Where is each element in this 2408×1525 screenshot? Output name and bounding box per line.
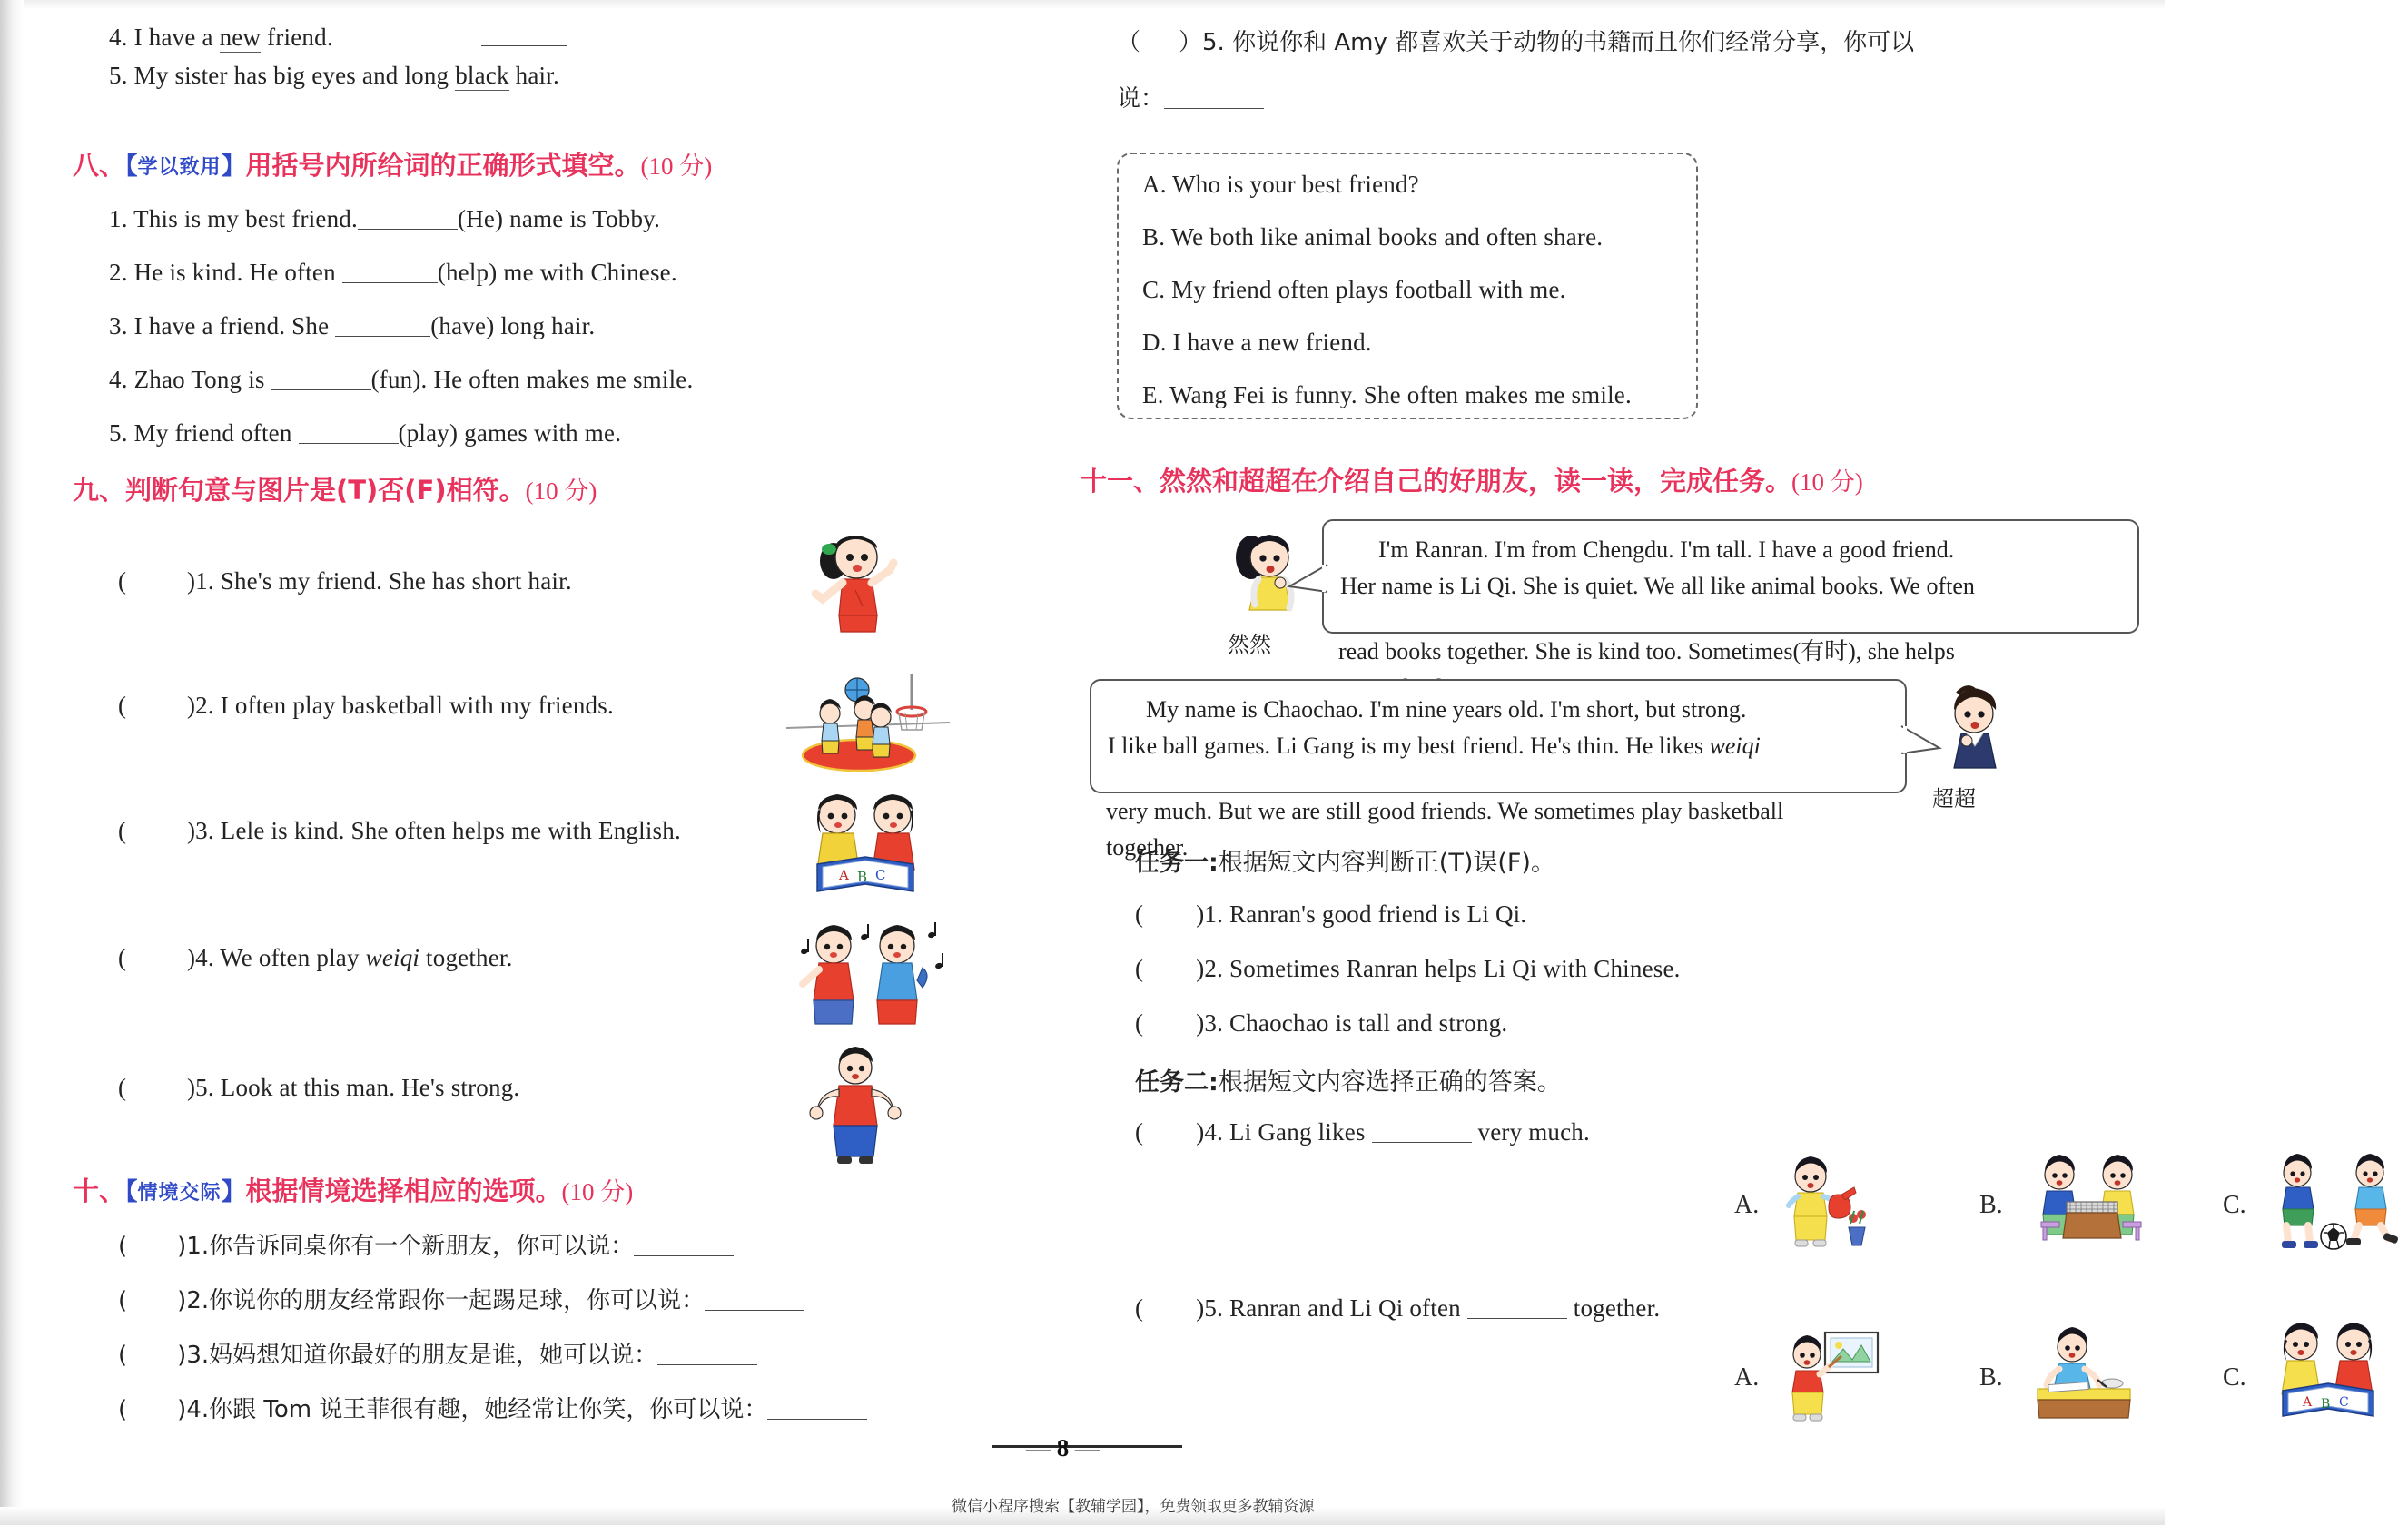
section-10-heading bbox=[73, 1171, 633, 1208]
bracket-open[interactable]: ( bbox=[1135, 1118, 1144, 1146]
task-label: 任务二: bbox=[1135, 1068, 1219, 1097]
illustration-kids-basketball bbox=[786, 657, 950, 780]
bracket-close: ) bbox=[186, 944, 196, 971]
section-title: 然然和超超在介绍自己的好朋友，读一读，完成任务。 bbox=[1160, 466, 1792, 497]
option-d[interactable] bbox=[1142, 329, 1372, 357]
answer-blank[interactable] bbox=[1467, 1318, 1567, 1319]
option-text: I have a new friend. bbox=[1172, 329, 1372, 356]
item-text-post: (have) long hair. bbox=[430, 312, 596, 339]
dash-left: — bbox=[1026, 1434, 1051, 1461]
section8-item-5 bbox=[109, 419, 621, 448]
item-text-pre: I have a friend. She bbox=[133, 312, 336, 339]
bracket-close: ) bbox=[177, 1233, 187, 1260]
speaker-name-ranran: 然然 bbox=[1228, 632, 1271, 657]
answer-blank[interactable] bbox=[657, 1364, 757, 1365]
item-text: Look at this man. He's strong. bbox=[220, 1074, 520, 1101]
left-column bbox=[0, 0, 1071, 1525]
section9-item-2 bbox=[118, 692, 614, 720]
item-number: 1. bbox=[186, 1233, 210, 1260]
task2-item-5 bbox=[1135, 1294, 1660, 1323]
item-text-post: (play) games with me. bbox=[398, 419, 622, 447]
section-points: (10 分) bbox=[561, 1178, 634, 1205]
item-text-pre: My sister has big eyes and long bbox=[133, 62, 456, 89]
illustration-two-girls-reading-abc-book bbox=[790, 786, 944, 909]
choice-label-c-q5[interactable]: C. bbox=[2223, 1363, 2246, 1392]
task-title: 根据短文内容判断正(T)误(F)。 bbox=[1218, 849, 1555, 877]
illustration-two-boys-playing-football bbox=[2257, 1151, 2408, 1257]
speaker-name-chaochao: 超超 bbox=[1932, 786, 1976, 812]
section-title: 判断句意与图片是(T)否(F)相符。 bbox=[125, 475, 526, 506]
item-text-pre: He is kind. He often bbox=[133, 259, 342, 286]
section-11-heading bbox=[1081, 461, 1863, 498]
section-index: 十、 bbox=[73, 1176, 126, 1206]
item-number: 3. bbox=[109, 312, 128, 339]
section-points: (10 分) bbox=[1791, 468, 1863, 496]
item-number: 1. bbox=[1204, 900, 1224, 928]
italic-word: weiqi bbox=[365, 944, 420, 971]
section10-item-5-line1 bbox=[1117, 24, 1914, 57]
bracket-close: ) bbox=[1196, 1118, 1205, 1146]
section10-item-3 bbox=[118, 1336, 757, 1370]
item-number: 2. bbox=[186, 1287, 210, 1314]
section10-item-1 bbox=[118, 1227, 734, 1261]
item-text-pre: Ranran and Li Qi often bbox=[1229, 1294, 1467, 1322]
section-index: 十一、 bbox=[1081, 466, 1160, 497]
choice-label-b-q4[interactable]: B. bbox=[1979, 1191, 2003, 1219]
svg-text:B: B bbox=[2321, 1397, 2331, 1412]
svg-text:A: A bbox=[839, 867, 849, 883]
item-number: 1. bbox=[109, 205, 128, 232]
choice-label-a-q4[interactable]: A. bbox=[1734, 1191, 1760, 1219]
option-label: B. bbox=[1142, 223, 1166, 251]
section-index: 九、 bbox=[73, 475, 126, 506]
choice-label-b-q5[interactable]: B. bbox=[1979, 1363, 2003, 1392]
section-9-heading bbox=[73, 470, 597, 507]
bracket-open[interactable]: ( bbox=[118, 1342, 128, 1369]
item-text: Ranran's good friend is Li Qi. bbox=[1229, 900, 1527, 928]
task1-item-3 bbox=[1135, 1009, 1507, 1038]
bracket-close: ) bbox=[1196, 955, 1205, 982]
bracket-close: ) bbox=[186, 1074, 196, 1101]
bracket-open: 【 bbox=[125, 152, 138, 181]
item-number: 2. bbox=[195, 692, 214, 719]
item-text: 妈妈想知道你最好的朋友是谁，她可以说： bbox=[209, 1342, 658, 1369]
option-text: My friend often plays football with me. bbox=[1171, 276, 1566, 303]
item-number: 3. bbox=[186, 1342, 210, 1369]
bracket-close: ) bbox=[177, 1396, 187, 1423]
bubble-line: together. bbox=[1106, 834, 1189, 861]
item-number: 4. bbox=[1204, 1118, 1224, 1146]
task-title: 根据短文内容选择正确的答案。 bbox=[1218, 1068, 1562, 1097]
option-a[interactable] bbox=[1142, 171, 1419, 199]
item-text-post: (fun). He often makes me smile. bbox=[370, 366, 694, 393]
option-b[interactable] bbox=[1142, 223, 1603, 251]
task2-item-4 bbox=[1135, 1118, 1590, 1146]
svg-text:C: C bbox=[875, 867, 886, 883]
illustration-girl-talking bbox=[799, 525, 917, 647]
item-number: 3. bbox=[195, 817, 214, 844]
item-text-post: hair. bbox=[508, 62, 559, 89]
avatar-chaochao bbox=[1930, 683, 2018, 785]
answer-blank[interactable] bbox=[1372, 1142, 1472, 1143]
section-index: 八、 bbox=[73, 150, 126, 181]
item-text-post: together. bbox=[419, 944, 513, 971]
bracket-open[interactable]: ( bbox=[118, 817, 126, 844]
page-number-value: 8 bbox=[1056, 1434, 1070, 1461]
illustration-two-girls-reading-abc-book-2 bbox=[2257, 1318, 2403, 1432]
option-label: A. bbox=[1142, 171, 1167, 198]
bubble-line: very much. But we are still good friends. We sometimes play basketball bbox=[1106, 798, 1784, 824]
page-number bbox=[1026, 1434, 1100, 1462]
item-number: 2. bbox=[109, 259, 128, 286]
option-label: D. bbox=[1142, 329, 1167, 356]
underlined-word: new bbox=[219, 24, 262, 51]
answer-blank[interactable] bbox=[358, 229, 458, 230]
carryover-item-5 bbox=[109, 62, 559, 90]
item-text-pre: I have a bbox=[133, 24, 220, 51]
section8-item-2 bbox=[109, 259, 677, 287]
item-text-post: friend. bbox=[261, 24, 333, 51]
bubble-line-2 bbox=[1108, 728, 1889, 764]
section9-item-4 bbox=[118, 944, 513, 972]
bracket-open[interactable]: ( bbox=[118, 567, 126, 595]
right-column bbox=[1071, 0, 2349, 1525]
task1-item-2 bbox=[1135, 955, 1681, 983]
option-text: We both like animal books and often share. bbox=[1170, 223, 1604, 251]
section9-item-3 bbox=[118, 817, 681, 845]
speech-bubble-ranran bbox=[1322, 519, 2139, 634]
item-number: 3. bbox=[1204, 1009, 1224, 1037]
item-text: 你说你的朋友经常跟你一起踢足球，你可以说： bbox=[209, 1287, 706, 1314]
bubble-line: Her name is Li Qi. She is quiet. We all like animal books. We often bbox=[1340, 573, 1975, 599]
item-number: 4. bbox=[109, 366, 128, 393]
option-label: C. bbox=[1142, 276, 1166, 303]
bubble-line-text: I like ball games. Li Gang is my best friend. He's thin. He likes weiqi bbox=[1108, 733, 1761, 759]
item-text-post: (He) name is Tobby. bbox=[457, 205, 661, 232]
task2-heading bbox=[1135, 1062, 1562, 1097]
item-number: 5. bbox=[1204, 1294, 1224, 1322]
task1-item-1 bbox=[1135, 900, 1526, 929]
svg-text:A: A bbox=[2303, 1395, 2313, 1410]
bubble-line: My name is Chaochao. I'm nine years old. I'm short, but strong. bbox=[1146, 696, 1747, 723]
answer-blank[interactable] bbox=[767, 1419, 867, 1420]
bracket-close: ) bbox=[177, 1342, 187, 1369]
carryover-item-4 bbox=[109, 24, 333, 52]
illustration-boy-writing-at-desk bbox=[2016, 1323, 2152, 1430]
footer-note: 微信小程序搜索【教辅学园】，免费领取更多教辅资源 bbox=[952, 1498, 1315, 1516]
item-text-post: very much. bbox=[1471, 1118, 1590, 1146]
illustration-strong-man bbox=[799, 1042, 917, 1174]
item-text: Lele is kind. She often helps me with English. bbox=[220, 817, 681, 844]
choice-label-a-q5[interactable]: A. bbox=[1734, 1363, 1760, 1392]
bracket-open[interactable]: ( bbox=[1135, 900, 1144, 928]
item-text: 你跟 Tom 说王菲很有趣，她经常让你笑，你可以说： bbox=[209, 1396, 768, 1423]
item-text: I often play basketball with my friends. bbox=[220, 692, 614, 719]
section-tag: 学以致用 bbox=[137, 156, 222, 179]
item-text: She's my friend. She has short hair. bbox=[220, 567, 572, 595]
item-number: 1. bbox=[195, 567, 214, 595]
item-text-pre: My friend often bbox=[133, 419, 299, 447]
item-number: 5. bbox=[109, 62, 128, 89]
answer-blank[interactable] bbox=[342, 282, 438, 283]
option-text: Wang Fei is funny. She often makes me smile. bbox=[1169, 381, 1632, 408]
option-text: Who is your best friend? bbox=[1172, 171, 1419, 198]
bracket-open: 【 bbox=[125, 1178, 138, 1206]
section9-item-5 bbox=[118, 1074, 519, 1102]
bracket-open[interactable]: ( bbox=[118, 1233, 128, 1260]
option-c[interactable] bbox=[1142, 276, 1566, 304]
bracket-close: ) bbox=[1196, 1294, 1205, 1322]
bracket-open[interactable]: ( bbox=[118, 1396, 128, 1423]
item-text-pre: Li Gang likes bbox=[1229, 1118, 1372, 1146]
answer-blank[interactable] bbox=[271, 389, 371, 390]
section8-item-3 bbox=[109, 312, 595, 340]
section-points: (10 分) bbox=[525, 477, 597, 505]
item-number: 5. bbox=[195, 1074, 214, 1101]
illustration-two-kids-playing-weiqi bbox=[2016, 1151, 2166, 1257]
bracket-open[interactable]: ( bbox=[118, 944, 126, 971]
bracket-close: ) bbox=[186, 817, 196, 844]
speech-bubble-chaochao bbox=[1090, 679, 1907, 793]
answer-blank[interactable] bbox=[1164, 108, 1264, 109]
bubble-line: read books together. She is kind too. Sometimes(有时), she helps bbox=[1338, 638, 1955, 664]
bracket-close: 】 bbox=[221, 152, 246, 181]
bracket-close: ) bbox=[177, 1287, 187, 1314]
item-text-cont: 说： bbox=[1117, 85, 1165, 113]
section-points: (10 分) bbox=[640, 152, 713, 180]
item-number: 5. bbox=[109, 419, 128, 447]
item-number: 2. bbox=[1204, 955, 1224, 982]
bracket-open[interactable]: （ bbox=[1117, 29, 1141, 56]
task-label: 任务一: bbox=[1135, 849, 1219, 877]
item-text: ）5. 你说你和 Amy 都喜欢关于动物的书籍而且你们经常分享，你可以 bbox=[1179, 29, 1915, 56]
illustration-boy-watering-flowers bbox=[1771, 1151, 1878, 1257]
item-text-post: together. bbox=[1566, 1294, 1661, 1322]
section10-item-2 bbox=[118, 1282, 804, 1315]
choice-label-c-q4[interactable]: C. bbox=[2223, 1191, 2246, 1219]
bracket-open[interactable]: ( bbox=[118, 1287, 128, 1314]
item-text-pre: Zhao Tong is bbox=[133, 366, 271, 393]
bracket-open[interactable]: ( bbox=[1135, 1009, 1144, 1037]
item-number: 4. bbox=[109, 24, 128, 51]
item-text-post: (help) me with Chinese. bbox=[437, 259, 677, 286]
bracket-close: 】 bbox=[221, 1178, 246, 1206]
section-tag: 情境交际 bbox=[137, 1182, 222, 1205]
item-text: 你告诉同桌你有一个新朋友，你可以说： bbox=[209, 1233, 635, 1260]
answer-blank[interactable] bbox=[705, 1310, 804, 1311]
item-text: Chaochao is tall and strong. bbox=[1229, 1009, 1508, 1037]
answer-blank[interactable] bbox=[335, 336, 430, 337]
bracket-close: ) bbox=[186, 692, 196, 719]
bracket-close: ) bbox=[186, 567, 196, 595]
speech-tail-ranran bbox=[1288, 561, 1329, 601]
bracket-close: ) bbox=[1196, 900, 1205, 928]
illustration-two-boys-music bbox=[786, 915, 950, 1038]
section8-item-4 bbox=[109, 366, 693, 394]
section9-item-1 bbox=[118, 567, 572, 595]
item-number: 4. bbox=[195, 944, 214, 971]
bracket-open[interactable]: ( bbox=[118, 692, 126, 719]
section8-item-1 bbox=[109, 205, 660, 233]
underlined-word: black bbox=[455, 62, 509, 89]
answer-blank[interactable] bbox=[299, 443, 399, 444]
answer-blank[interactable] bbox=[634, 1255, 734, 1256]
item-number: 4. bbox=[186, 1396, 210, 1423]
section10-item-4 bbox=[118, 1391, 867, 1424]
svg-text:C: C bbox=[2339, 1395, 2349, 1410]
dash-right: — bbox=[1075, 1434, 1100, 1461]
bracket-close: ) bbox=[1196, 1009, 1205, 1037]
illustration-boy-drawing-painting bbox=[1771, 1325, 1889, 1430]
section-8-heading bbox=[73, 145, 712, 182]
option-e[interactable] bbox=[1142, 381, 1632, 409]
svg-text:B: B bbox=[857, 869, 868, 885]
item-text: Sometimes Ranran helps Li Qi with Chinese. bbox=[1229, 955, 1681, 982]
bubble-line: I'm Ranran. I'm from Chengdu. I'm tall. I have a good friend. bbox=[1378, 536, 1955, 563]
section10-item-5-line2 bbox=[1117, 80, 1264, 113]
answer-blank[interactable] bbox=[481, 45, 567, 46]
item-text-pre: We often play bbox=[220, 944, 366, 971]
bracket-open[interactable]: ( bbox=[1135, 955, 1144, 982]
options-box bbox=[1117, 152, 1698, 419]
option-label: E. bbox=[1142, 381, 1164, 408]
section-title: 用括号内所给词的正确形式填空。 bbox=[245, 150, 641, 181]
bracket-open[interactable]: ( bbox=[118, 1074, 126, 1101]
task1-heading bbox=[1135, 842, 1555, 878]
section-title: 根据情境选择相应的选项。 bbox=[245, 1176, 562, 1206]
item-text-pre: This is my best friend. bbox=[133, 205, 358, 232]
bracket-open[interactable]: ( bbox=[1135, 1294, 1144, 1322]
